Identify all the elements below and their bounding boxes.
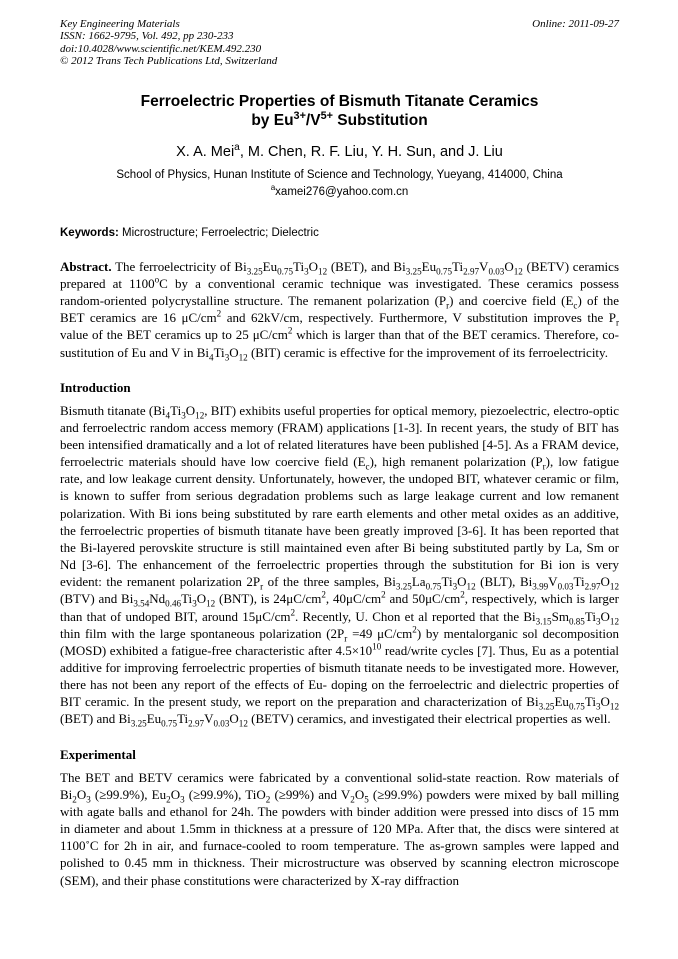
keywords-value: Microstructure; Ferroelectric; Dielectric bbox=[122, 226, 319, 239]
affiliation-line: School of Physics, Hunan Institute of Science and Technology, Yueyang, 414000, China bbox=[116, 168, 563, 181]
experimental-paragraph: The BET and BETV ceramics were fabricated by a conventional solid-state reaction. Row materials of $Bi_2O_3$ (≥99.9%), $Eu_2O_3$ (≥99.9%), TiO$_2$ (≥99%) and $V_2O_5$ (≥99.9%) powders were mixed by ball milling with agate balls and ethanol for 24h. The powders with binder addition were pressed into discs of 15 mm in diameter and about 1.5mm in thickness at a pressure of 120 MPa. After that, the discs were sintered at 1100˚C for 2h in air, and furnace-cooled to room temperature. The as-grown samples were lapped and polished to 0.45 mm in thickness. Their microstructure was observed by scanning electron microscope (SEM), and their phase constitutions were characterized by X-ray diffraction bbox=[60, 769, 619, 888]
keywords-line bbox=[60, 227, 619, 239]
email-line: $^a$xamei276@yahoo.com.cn bbox=[270, 182, 409, 198]
journal-name: Key Engineering Materials bbox=[60, 18, 180, 30]
keywords-label: Keywords: bbox=[60, 226, 119, 239]
abstract-text: The ferroelectricity of $Bi_{3.25}Eu_{0.75}Ti_3O_{12}$ (BET), and $Bi_{3.25}Eu_{0.75}Ti_{2.97}V_{0.03}O_{12}$ (BETV) ceramics prepared at 1100$^o$C by a conventional ceramic technique was investigated. These ceramics possess random-oriented polycrystalline structure. The remanent polarization $(P_r)$ and coercive field $(E_c)$ of the BET ceramics are 16 $\mu C/cm^2$ and 62kV/cm, respectively. Furthermore, V substitution improves the $P_r$ value of the BET ceramics up to 25 $\mu C/cm^2$ which is larger than that of the BET ceramics. Therefore, co-sustitution of Eu and V in $Bi_4Ti_3O_{12}$ (BIT) ceramic is effective for the improvement of its ferroelectricity. bbox=[60, 258, 620, 363]
section-heading-experimental: Experimental bbox=[60, 746, 136, 762]
abstract-label: Abstract. bbox=[60, 258, 112, 274]
paper-title-line-1: Ferroelectric Properties of Bismuth Titanate Ceramics bbox=[140, 92, 539, 110]
abstract-paragraph bbox=[60, 258, 619, 361]
paper-title-line-2: by $Eu^{3+}/V^{5+}$ Substitution bbox=[251, 110, 428, 130]
online-date: Online: 2011-09-27 bbox=[532, 18, 619, 30]
issn-line: ISSN: 1662-9795, Vol. 492, pp 230-233 bbox=[60, 30, 234, 43]
introduction-paragraph: Bismuth titanate ($Bi_4Ti_3O_{12}$, BIT) exhibits useful properties for optical memory, piezoelectric, electro-optic and ferroelectric random access memory (FRAM) applications [1-3]. In recent years, the study of BIT has been intensified dramatically and a lot of related literatures have been published [4-5]. As a FRAM device, ferroelectric materials should have low coercive field $(E_c)$, high remanent polarization $(P_r)$, low fatigue rate, and low leakage current density. Unfortunately, however, the undoped BIT, whatever ceramic or film, is known to suffer from serious degradation problems such as large leakage current and low remanent polarization. With Bi ions being substituted by rare earth elements and other metal oxides as an additive, the ferroelectric properties of bismuth titanate have been greatly improved [3-6]. It has been reported that the Bi-layered perovskite structure is still maintained even after Bi being substituted partly by La, Sm or Nd [3-6]. The enhancement of the ferroelectric properties through the substitution for Bi ion is very evident: the remanent polarization $2P_r$ of the three samples, $Bi_{3.25}La_{0.75}Ti_3O_{12}$ (BLT), $Bi_{3.99}V_{0.03}Ti_{2.97}O_{12}$ (BTV) and $Bi_{3.54}Nd_{0.46}Ti_3O_{12}$ (BNT), is $24\mu C/cm^2$, $40\mu C/cm^2$ and $50\mu C/cm^2$, respectively, which is larger than that of undoped BIT, around $15\mu C/cm^2$. Recently, U. Chon et al reported that the $Bi_{3.15}Sm_{0.85}Ti_3O_{12}$ thin film with the large spontaneous polarization ($2P_r =49$ $\mu C/cm^2$) by mentalorganic sol decomposition (MOSD) exhibited a fatigue-free characteristic after $4.5\times 10^{10}$ read/write cycles [7]. Thus, Eu as a potential additive for improving ferroelectric properties of bismuth titanate needs to be investigated more. However, there has not been any report of the effects of Eu- doping on the ferroelectric and dielectric properties of BIT ceramic. In the present study, we report on the preparation and characterization of $Bi_{3.25}Eu_{0.75}Ti_3O_{12}$ (BET) and $Bi_{3.25}Eu_{0.75}Ti_{2.97}V_{0.03}O_{12}$ (BETV) ceramics, and investigated their electrical properties as well. bbox=[60, 402, 620, 730]
journal-info-block bbox=[60, 18, 277, 68]
section-heading-introduction: Introduction bbox=[60, 379, 131, 395]
paper-title bbox=[60, 92, 619, 131]
doi-line: doi:10.4028/www.scientific.net/KEM.492.230 bbox=[60, 42, 262, 55]
copyright-line: © 2012 Trans Tech Publications Ltd, Switzerland bbox=[60, 55, 278, 68]
authors-line: X. A. Mei$^a$, M. Chen, R. F. Liu, Y. H. Sun, and J. Liu bbox=[176, 141, 503, 160]
journal-header bbox=[60, 18, 619, 68]
